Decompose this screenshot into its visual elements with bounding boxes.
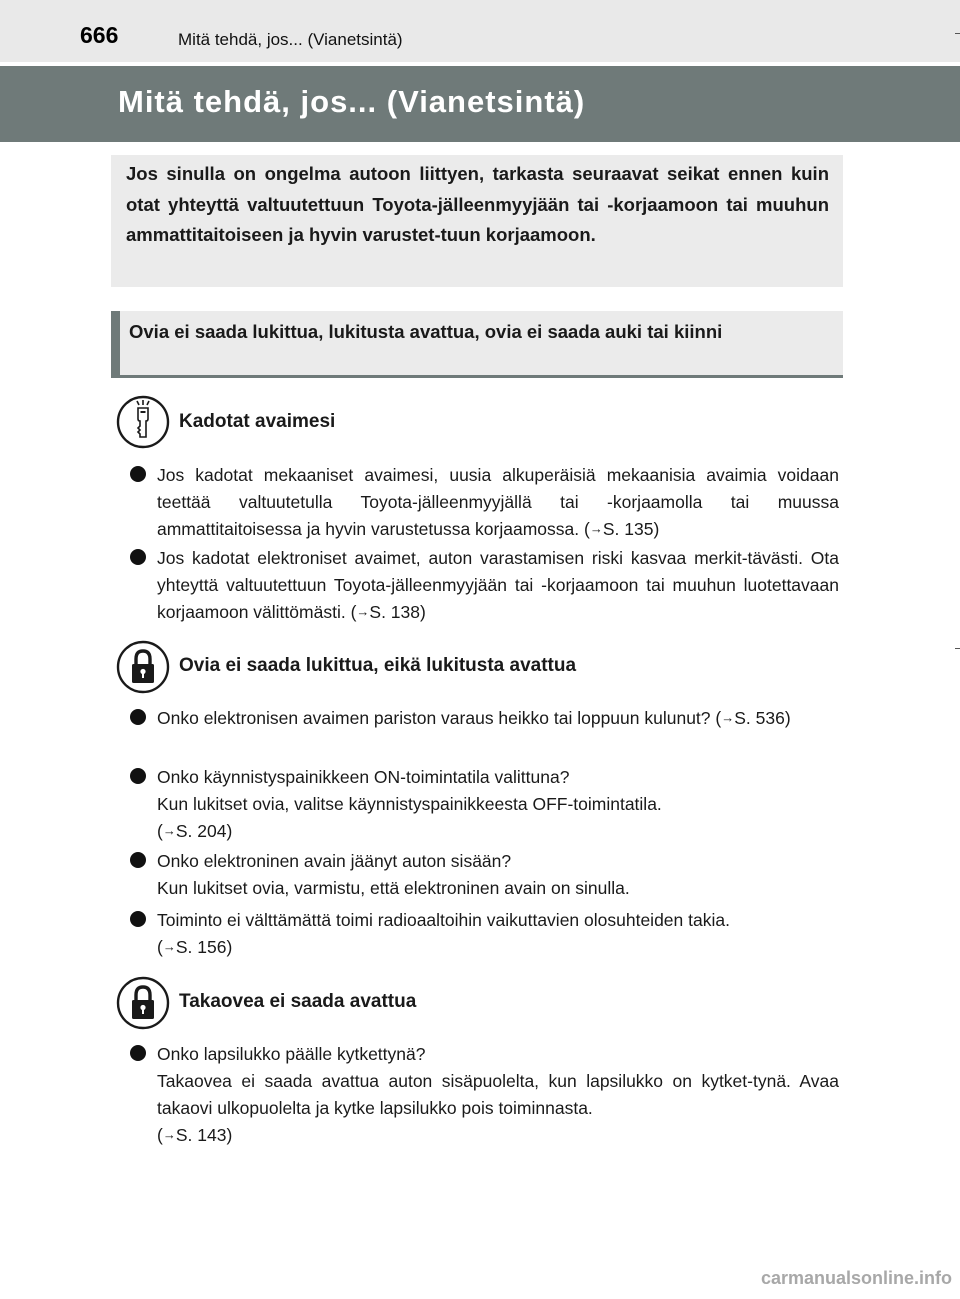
subsection-heading-back-door: Takaovea ei saada avattua: [179, 991, 417, 1012]
page-reference[interactable]: S. 135: [602, 519, 654, 539]
bullet-dot: [130, 709, 146, 725]
list-item: Toiminto ei välttämättä toimi radioaaltoihin vaikuttavien olosuhteiden takia. (→S. 156): [130, 907, 839, 962]
running-title: Mitä tehdä, jos... (Vianetsintä): [178, 30, 403, 49]
list-item: Onko lapsilukko päälle kytkettynä? Takaovea ei saada avattua auton sisäpuolelta, kun lapsilukko on kytket-tynä. Avaa takaovi ulkopuolelta ja kytke lapsilukko pois toiminnasta. (→S. 143): [130, 1041, 839, 1150]
key-icon: [116, 395, 170, 449]
page-reference[interactable]: S. 143: [175, 1125, 227, 1145]
list-item: Onko käynnistyspainikkeen ON-toimintatila valittuna? Kun lukitset ovia, valitse käynnistyspainikkeesta OFF-toimintatila. (→S. 204): [130, 764, 839, 846]
crop-mark: [955, 648, 960, 649]
padlock-icon: [116, 640, 170, 694]
intro-text: Jos sinulla on ongelma autoon liittyen, tarkasta seuraavat seikat ennen kuin otat yhteyttä valtuutettuun Toyota-jälleenmyyjään tai -korjaamoon tai muuhun ammattitaitoiseen ja hyvin varustet-tuun korjaamoon.: [126, 163, 829, 245]
watermark: carmanualsonline.info: [760, 1268, 952, 1288]
page-title: Mitä tehdä, jos... (Vianetsintä): [118, 84, 586, 119]
page-reference[interactable]: S. 138: [369, 602, 421, 622]
section-heading: Ovia ei saada lukittua, lukitusta avattua, ovia ei saada auki tai kiinni: [129, 321, 723, 342]
padlock-icon: [116, 976, 170, 1030]
list-item: Onko elektroninen avain jäänyt auton sisään? Kun lukitset ovia, varmistu, että elektroninen avain on sinulla.: [130, 848, 839, 902]
section-heading-box: [111, 311, 843, 378]
list-item: Jos kadotat mekaaniset avaimesi, uusia alkuperäisiä mekaanisia avaimia voidaan teettää valtuutetulla Toyota-jälleenmyyjällä tai -korjaamolla tai muussa ammattitaitoisessa ja hyvin varustetussa korjaamossa. (→S. 135): [130, 462, 839, 544]
bullet-dot: [130, 768, 146, 784]
bullet-dot: [130, 549, 146, 565]
subsection-heading-doors-lock: Ovia ei saada lukittua, eikä lukitusta avattua: [179, 655, 577, 676]
bullet-dot: [130, 852, 146, 868]
bullet-dot: [130, 911, 146, 927]
page-reference[interactable]: S. 204: [175, 821, 227, 841]
page-header: [0, 0, 960, 62]
bullet-dot: [130, 466, 146, 482]
bullet-dot: [130, 1045, 146, 1061]
subsection-heading-lost-keys: Kadotat avaimesi: [179, 411, 336, 432]
intro-box: [111, 155, 843, 287]
list-item: Jos kadotat elektroniset avaimet, auton varastamisen riski kasvaa merkit-tävästi. Ota yhteyttä valtuutettuun Toyota-jälleenmyyjään tai -korjaamoon tai muuhun luotettavaan korjaamoon välittömästi. (→S. 138): [130, 545, 839, 627]
page-reference[interactable]: S. 536: [734, 708, 785, 728]
list-item: Onko elektronisen avaimen pariston varaus heikko tai loppuun kulunut? (→S. 536): [130, 705, 839, 733]
page-number: 666: [80, 22, 119, 48]
crop-mark: [955, 33, 960, 34]
page-reference[interactable]: S. 156: [175, 937, 227, 957]
